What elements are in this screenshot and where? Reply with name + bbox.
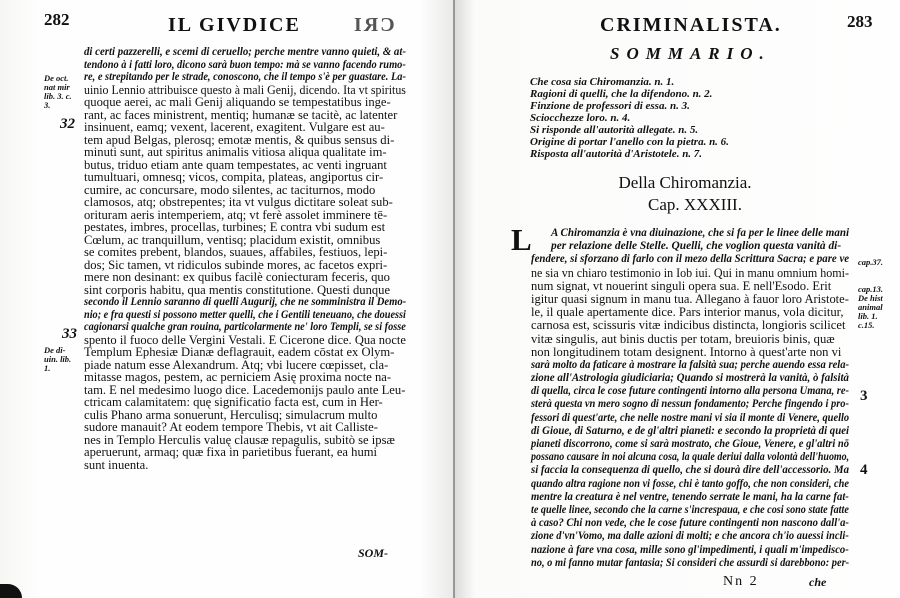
text-line	[84, 309, 406, 322]
summary-item: Risposta all'autorità d'Aristotele. n. 7.	[530, 148, 703, 160]
scan-shadow	[0, 584, 22, 598]
text-line	[531, 530, 849, 543]
margin-note-line: De di-	[44, 345, 66, 355]
text-line-content: nazione à fare vna cosa, mille sono gl'impedimenti, i quali m'impedisco-	[531, 543, 849, 556]
text-line-content: aperuerunt, armaq; quæ fixa in parietibus fuerant, ea humi	[84, 445, 378, 459]
text-line-content: cumire, ac concursare, modo silentes, ac taciturnos, modo	[84, 182, 376, 197]
text-line	[84, 396, 406, 409]
text-line-content: mentre la creatura è nel ventre, tenendo serrate le mani, ha la carne fat-	[531, 490, 849, 503]
running-head: CRIMINALISTA.	[600, 14, 782, 36]
text-line-content: di quella, circa le cose future contingenti intorno alla persona Umana, re-	[531, 385, 849, 398]
bleed-through-text: CRI	[352, 14, 395, 36]
text-line	[84, 59, 406, 72]
paragraph-number: 3	[860, 388, 868, 404]
drop-cap: L	[511, 222, 532, 257]
text-line-content: re, e strepitando per le strade, conoscono, che il tempo s'è per guastare. La-	[84, 71, 406, 83]
text-line	[84, 296, 406, 309]
margin-note-line: uin. lib.	[44, 354, 72, 364]
text-line-content: nio; e fra questi si possono metter quelli, che i Gentili teneuano, che douessi	[84, 308, 406, 321]
text-line	[531, 227, 849, 240]
text-line	[531, 372, 849, 385]
summary-item: Ragioni di quelli, che la difendono. n. 2.	[530, 88, 713, 100]
summary-list	[530, 76, 729, 160]
text-line-content: ctricam calamitatem: quę significatio facta est, cum in Her-	[84, 395, 383, 409]
text-line	[531, 346, 849, 359]
text-line-content: butus, triduo etiam ante quam tempestates, ac venti ingruant	[84, 157, 387, 172]
text-line-content: piade natum esse Alexandrum. Atq; vbi lucere cœpisset, cla-	[84, 357, 389, 372]
text-line	[531, 240, 849, 253]
text-line	[531, 333, 849, 346]
right-page	[455, 0, 900, 598]
margin-note	[858, 258, 883, 267]
text-line-content: A Chiromanzia è vna diuinazione, che si fa per le linee delle mani	[551, 227, 850, 239]
text-line-content: secondo il Lennio saranno di quelli Augurij, che ne somministra il Demo-	[84, 296, 407, 308]
text-line-content: sunt inuenta.	[84, 457, 149, 472]
text-line-content: igitur quasi signum in manu tua. Allegano à fauor loro Aristote-	[531, 291, 849, 306]
text-line-content: dos; Sic tamen, vt ridiculos subinde mores, ac facetos expri-	[84, 257, 388, 272]
text-line-content: te quelle linee, secondo che la carne s'increspaua, e che cosi sono state fatte	[531, 503, 849, 516]
text-line	[531, 293, 849, 306]
text-line	[84, 121, 406, 134]
text-line	[531, 504, 849, 517]
text-line-content: possano causare in noi alcuna cosa, la quale deriui dalla volontà dell'huomo,	[531, 451, 850, 464]
text-line-content: tumultuari, omnesq; vicos, compita, plateas, angiportus cir-	[84, 170, 384, 184]
text-line-content: ne sia vn chiaro testimonio in Iob iui. Qui in manu omnium homi-	[531, 265, 850, 280]
page-number: 283	[847, 12, 873, 31]
text-line	[531, 438, 849, 451]
text-line-content: sterà questa vn mero sogno di nessun fondamento; Perche fingendo i pro-	[531, 398, 849, 411]
text-line-content: per relazione delle Stelle. Quelli, che voglion questa vanità di-	[551, 240, 842, 253]
page-number: 282	[44, 10, 70, 29]
text-line	[84, 96, 406, 109]
catchword: che	[809, 575, 827, 589]
text-line-content: zione d'vn'Vomo, ma dalle azioni di molti; e che ancora ch'io auessi incli-	[531, 530, 849, 543]
text-line-content: rant, ac faces ministrent, mentiq; humanæ se tacitè, ac latenter	[84, 107, 398, 122]
chapter-title: Della Chiromanzia.	[618, 173, 752, 192]
text-line	[531, 319, 849, 332]
text-line-content: di certi pazzerelli, e scemi di ceruello; perche mentre vanno quieti, & at-	[84, 46, 407, 58]
text-line-content: di Gioue, di Saturno, e de gl'altri pianeti: e secondo la proprietà di quei	[531, 424, 850, 437]
text-line	[531, 464, 849, 477]
margin-note-line: c.15.	[858, 320, 875, 330]
summary-title: SOMMARIO.	[610, 44, 771, 63]
text-line-content: sint corporis habitu, qua mentis constitutione. Questi dunque	[84, 282, 391, 297]
summary-item: Che cosa sia Chiromanzia. n. 1.	[530, 76, 675, 88]
text-line	[531, 491, 849, 504]
text-line-content: mere non desinant: ex quibus facilè coniecturam feceris, quo	[84, 270, 390, 284]
signature-mark: Nn 2	[723, 574, 759, 589]
text-line-content: nes in Templo Herculis valuę clausæ repagulis, subitò se ipsæ	[84, 432, 395, 447]
text-line-content: zione all'Astrologia giudiciaria; Quando si mostrerà la vanità, ò falsità	[531, 372, 849, 385]
text-line-content: Cœlum, ac tranquillum, ventisq; placidum existit, omnibus	[84, 232, 381, 247]
text-line-content: insinuent, eamq; vexent, lacerent, exagitent. Vulgare est au-	[84, 120, 385, 134]
text-line	[84, 246, 406, 259]
text-line	[84, 284, 406, 297]
margin-note-line: lib. 1.	[858, 311, 878, 321]
text-line	[84, 146, 406, 159]
text-line	[84, 221, 406, 234]
text-line-content: Templum Ephesiæ Dianæ deflagrauit, eadem cōstat ex Olym-	[84, 345, 395, 359]
text-line	[531, 267, 849, 280]
margin-note-line: 3.	[44, 100, 51, 110]
text-line-content: tendono à i fatti loro, dicono sarà buon tempo: mà se vanno facendo rumo-	[84, 58, 406, 71]
text-line-content: quando altra ragione non vi fosse, chi è tanto goffo, che non consideri, che	[531, 477, 849, 490]
text-line-content: non longitudinem totam designent. Intorno à quest'arte non vi	[531, 344, 842, 359]
text-line-content: sarà molto da faticare à mostrare la falsità sua; perche auendo essa rela-	[531, 358, 850, 371]
running-head: IL GIVDICE	[168, 14, 301, 36]
text-line-content: à caso? Chi non vede, che le cose future contingenti non nascono dall'a-	[531, 517, 849, 530]
text-line	[84, 84, 406, 97]
text-line-content: minuti sunt, aut spiritus animalis vitiosa aliqua qualitate im-	[84, 145, 387, 159]
text-line	[84, 46, 406, 59]
text-line	[531, 517, 849, 530]
text-line-content: spento il fuoco delle Vergini Vestali. E Cicerone dice. Qua nocte	[84, 332, 406, 347]
text-line-content: no, o mi fanno mutar fantasia; Si consideri che assurdi si darebbono: per-	[531, 556, 850, 569]
text-line-content: tem apud Belgas, plerosq; emotæ mentis, & quibus sensus di-	[84, 132, 395, 147]
text-line-content: cagionarsi qualche gran rouina, particolarmente ne' loro Templi, se si fosse	[84, 321, 406, 333]
margin-note	[44, 346, 71, 373]
margin-note-line: lib. 3. c.	[44, 91, 72, 101]
margin-note	[44, 74, 72, 110]
text-line-content: pianeti discorrono, come si sarà mostrato, che Gioue, Venere, e gl'altri nō	[531, 438, 849, 450]
text-line	[531, 544, 849, 557]
summary-item: Si risponde all'autorità allegate. n. 5.	[530, 124, 699, 136]
text-line	[531, 451, 849, 464]
text-line-content: se comites prebent, blandos, suaues, affabiles, festiuos, lepi-	[84, 245, 388, 259]
text-line	[531, 412, 849, 425]
margin-note-line: animal	[858, 302, 883, 312]
margin-note-line: nat mir	[44, 82, 70, 92]
body-text	[84, 46, 406, 471]
margin-note-line: cap.13.	[858, 284, 884, 294]
margin-note-line: 1.	[44, 363, 51, 373]
text-line	[84, 271, 406, 284]
text-line	[84, 421, 406, 434]
text-line	[531, 557, 849, 570]
chapter-number: Cap. XXXIII.	[648, 195, 742, 214]
paragraph-number: 33	[62, 326, 77, 342]
text-line-content: fendere, si sforzano di farlo con il mezo della Scrittura Sacra; e pare ve	[531, 253, 850, 266]
text-line-content: carnosa est, scissuris vitæ indicibus distincta, longioris scilicet	[531, 318, 846, 333]
text-line	[84, 334, 406, 347]
text-line-content: le, il quale apertamente dice. Pars interior manus, vola dicitur,	[531, 305, 844, 320]
text-line	[531, 425, 849, 438]
text-line-content: si faccia la consequenza di quello, che si dourà dire dell'accessorio. Ma	[531, 464, 849, 477]
text-line	[84, 371, 406, 384]
text-line	[84, 346, 406, 359]
text-line	[531, 359, 849, 372]
catchword: SOM-	[358, 546, 389, 560]
summary-item: Sciocchezze loro. n. 4.	[530, 112, 631, 124]
text-line-content: culis Phano arma sonuerunt, Herculisq; simulacrum multo	[84, 407, 378, 422]
summary-item: Origine di portar l'anello con la pietra. n. 6.	[530, 136, 729, 148]
text-line-content: clamosos, atq; obstrepentes; ita vt vulgus dictitare soleat sub-	[84, 195, 393, 209]
text-line	[84, 196, 406, 209]
margin-note-line: De hist	[858, 293, 883, 303]
paragraph-number: 32	[60, 116, 75, 132]
text-line	[84, 459, 406, 472]
text-line	[84, 446, 406, 459]
summary-item: Finzione de professori di essa. n. 3.	[530, 100, 690, 112]
margin-note-line: De oct.	[44, 73, 69, 83]
text-line-content: mitasse magos, pestem, ac perniciem Asię proxima nocte na-	[84, 370, 392, 384]
text-line	[531, 478, 849, 491]
text-line-content: vitæ singulis, aut binis ductis per totam, breuioris binis, quæ	[531, 331, 835, 346]
body-text	[531, 227, 849, 570]
text-line	[84, 171, 406, 184]
margin-note	[858, 285, 883, 330]
text-line-content: uinio Lennio attribuisce questo à mali Genij, dicendo. Ita vt spiritus	[84, 82, 406, 97]
text-line-content: orituram aeris intemperiem, atq; vt ferè assolet imminere tē-	[84, 207, 388, 222]
text-line-content: tam. E nel medesimo luogo dice. Lacedemonijs paulo ante Leu-	[84, 382, 406, 397]
text-line-content: num signat, vt nouerint singuli opera sua. E nell'Esodo. Erit	[531, 278, 832, 293]
text-line	[531, 398, 849, 411]
text-line-content: fessori di quest'arte, che nelle nostre mani vi sia il monte di Venere, quello	[531, 411, 850, 424]
margin-note-line: cap.37.	[858, 257, 884, 267]
text-line-content: sudore manauit? At eodem tempore Thebis, vt ait Calliste-	[84, 420, 378, 434]
paragraph-number: 4	[860, 462, 868, 478]
text-line-content: quoque aerei, ac mali Genij aliquando se tempestatibus inge-	[84, 95, 391, 109]
text-line-content: pestates, imbres, procellas, turbines; E contra vbi sudum est	[84, 220, 386, 234]
text-line	[531, 385, 849, 398]
